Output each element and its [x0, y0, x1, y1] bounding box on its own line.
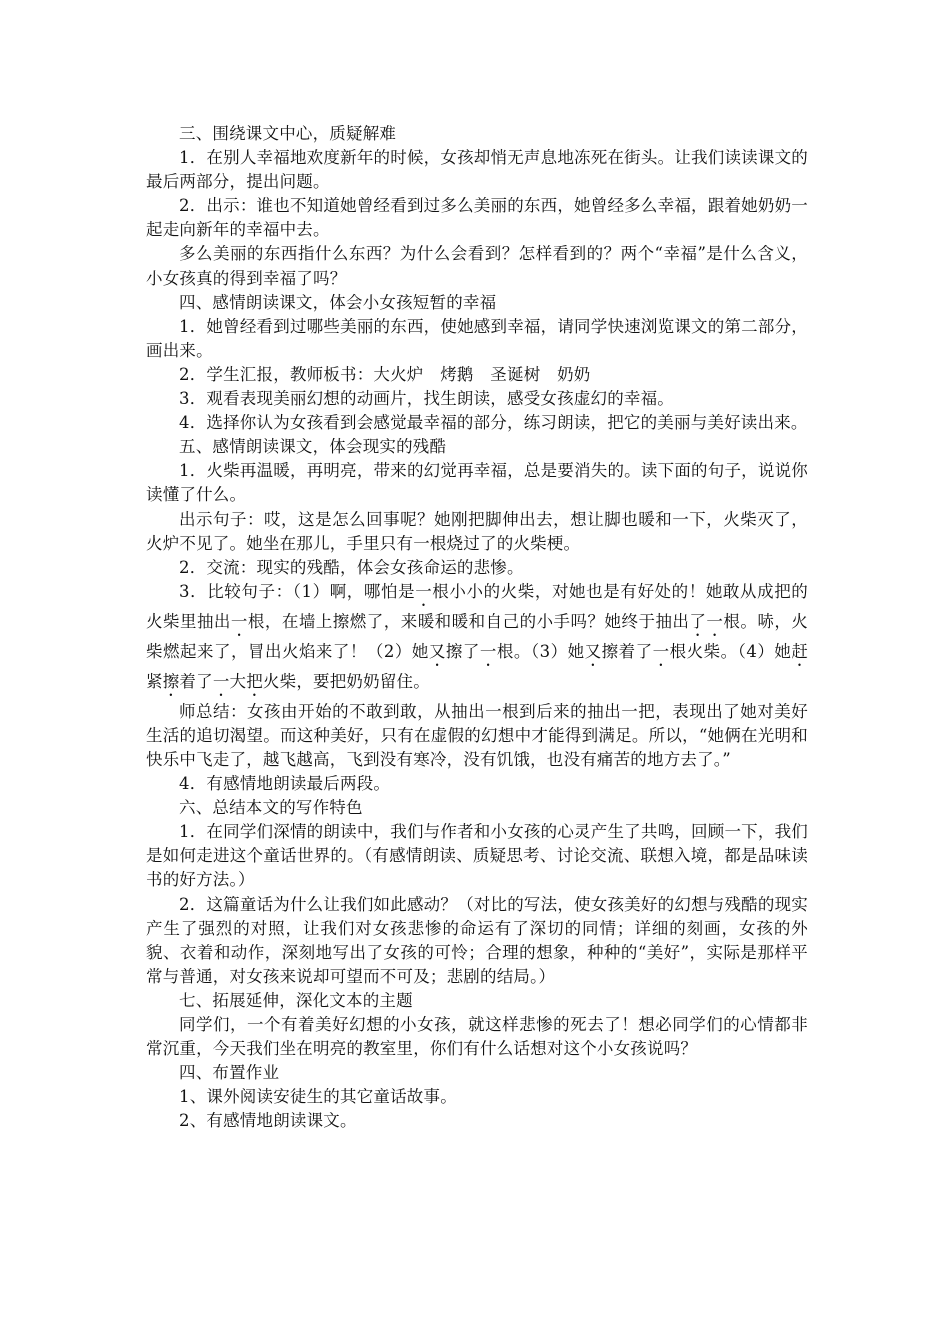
emphasized-char: 一 — [706, 611, 724, 631]
paragraph: 出示句子：哎，这是怎么回事呢？她刚把脚伸出去，想让脚也暖和一下，火柴灭了，火炉不见了。她坐在那儿，手里只有一根烧过了的火柴梗。 — [146, 509, 808, 553]
text-segment: 根，在墙上擦燃了，来暖和暖和自己的小手吗？她终于抽出 — [247, 611, 690, 631]
paragraph: 2．这篇童话为什么让我们如此感动？（对比的写法，使女孩美好的幻想与残酷的现实产生了强烈的对照，让我们对女孩悲惨的命运有了深切的同情；详细的刻画，女孩的外貌、衣着和动作，深刻地写出了女孩的可怜；合理的想象，种种的“美好”，实际是那样平常与普通，对女孩来说却可望而不可及；悲剧的结局。） — [146, 894, 808, 986]
paragraph: 1．火柴再温暖，再明亮，带来的幻觉再幸福，总是要消失的。读下面的句子，说说你读懂了什么。 — [146, 461, 808, 505]
text-segment: 根。哧，火柴燃起来了，冒出火焰来了！（2）她 — [146, 611, 808, 661]
section-heading-7: 七、拓展延伸，深化文本的主题 — [179, 990, 413, 1010]
text-segment: 擦着了 — [601, 641, 653, 661]
paragraph: 1．在同学们深情的朗读中，我们与作者和小女孩的心灵产生了共鸣，回顾一下，我们是如何走进这个童话世界的。（有感情朗读、质疑思考、讨论交流、联想入境，都是品味读书的好方法。） — [146, 822, 808, 890]
text-segment: 火柴，要把奶奶留住。 — [262, 671, 430, 691]
text-segment: 根小小的火柴，对她也是有好处的！她敢从成把的火柴里抽出 — [146, 581, 809, 631]
emphasized-char: 赶 — [791, 641, 809, 661]
section-heading-3: 三、围绕课文中心，质疑解难 — [179, 124, 397, 143]
emphasized-char: 擦 — [162, 671, 180, 691]
emphasized-char: 又 — [428, 641, 446, 661]
section-heading-homework: 四、布置作业 — [179, 1063, 280, 1083]
paragraph: 1．她曾经看到过哪些美丽的东西，使她感到幸福，请同学快速浏览课文的第二部分，画出来。 — [146, 316, 808, 360]
text-segment: 根。（3）她 — [496, 641, 585, 661]
section-heading-5: 五、感情朗读课文，体会现实的残酷 — [179, 437, 447, 457]
paragraph: 同学们，一个有着美好幻想的小女孩，就这样悲惨的死去了！想必同学们的心情都非常沉重，今天我们坐在明亮的教室里，你们有什么话想对这个小女孩说吗？ — [146, 1015, 808, 1059]
text-segment: 根火柴。（4）她 — [669, 641, 792, 661]
paragraph: 多么美丽的东西指什么东西？为什么会看到？怎样看到的？两个“幸福”是什么含义，小女孩真的得到幸福了吗？ — [146, 244, 808, 288]
emphasized-char: 把 — [246, 671, 263, 691]
emphasized-char: 一 — [652, 641, 670, 661]
text-segment: 擦了 — [445, 641, 480, 661]
paragraph: 1、课外阅读安徒生的其它童话故事。 — [179, 1087, 457, 1107]
text-segment: 大 — [229, 671, 247, 691]
text-segment: 着了 — [179, 671, 213, 691]
text-segment: 紧 — [146, 671, 163, 691]
paragraph: 1．在别人幸福地欢度新年的时候，女孩却悄无声息地冻死在街头。让我们读读课文的最后两部分，提出问题。 — [146, 148, 808, 192]
emphasized-char: 一 — [479, 641, 497, 661]
paragraph: 4．有感情地朗读最后两段。 — [179, 774, 391, 794]
paragraph: 3．观看表现美丽幻想的动画片，找生朗读，感受女孩虚幻的幸福。 — [179, 389, 674, 409]
emphasized-char: 一 — [212, 671, 230, 691]
paragraph: 2．出示：谁也不知道她曾经看到过多么美丽的东西，她曾经多么幸福，跟着她奶奶一起走向新年的幸福中去。 — [146, 196, 808, 240]
comparison-paragraph — [146, 580, 808, 700]
emphasized-char: 一 — [415, 581, 433, 601]
emphasized-char: 又 — [584, 641, 602, 661]
section-heading-4: 四、感情朗读课文，体会小女孩短暂的幸福 — [179, 292, 497, 312]
paragraph: 2．交流：现实的残酷，体会女孩命运的悲惨。 — [179, 557, 524, 577]
paragraph: 2、有感情地朗读课文。 — [179, 1111, 357, 1131]
document-page — [146, 122, 808, 1133]
text-segment: 3．比较句子：（1）啊，哪怕是 — [179, 581, 416, 601]
section-heading-6: 六、总结本文的写作特色 — [179, 798, 363, 818]
emphasized-char: 了 — [689, 611, 707, 631]
paragraph: 2．学生汇报，教师板书：大火炉 烤鹅 圣诞树 奶奶 — [179, 364, 591, 384]
paragraph: 4．选择你认为女孩看到会感觉最幸福的部分，练习朗读，把它的美丽与美好读出来。 — [179, 413, 808, 433]
paragraph: 师总结：女孩由开始的不敢到敢，从抽出一根到后来的抽出一把，表现出了她对美好生活的追切渴望。而这种美好，只有在虚假的幻想中才能得到满足。所以，“她俩在光明和快乐中飞走了，越飞越高，飞到没有寒冷，没有饥饿，也没有痛苦的地方去了。” — [146, 701, 808, 769]
emphasized-char: 一 — [230, 611, 248, 631]
